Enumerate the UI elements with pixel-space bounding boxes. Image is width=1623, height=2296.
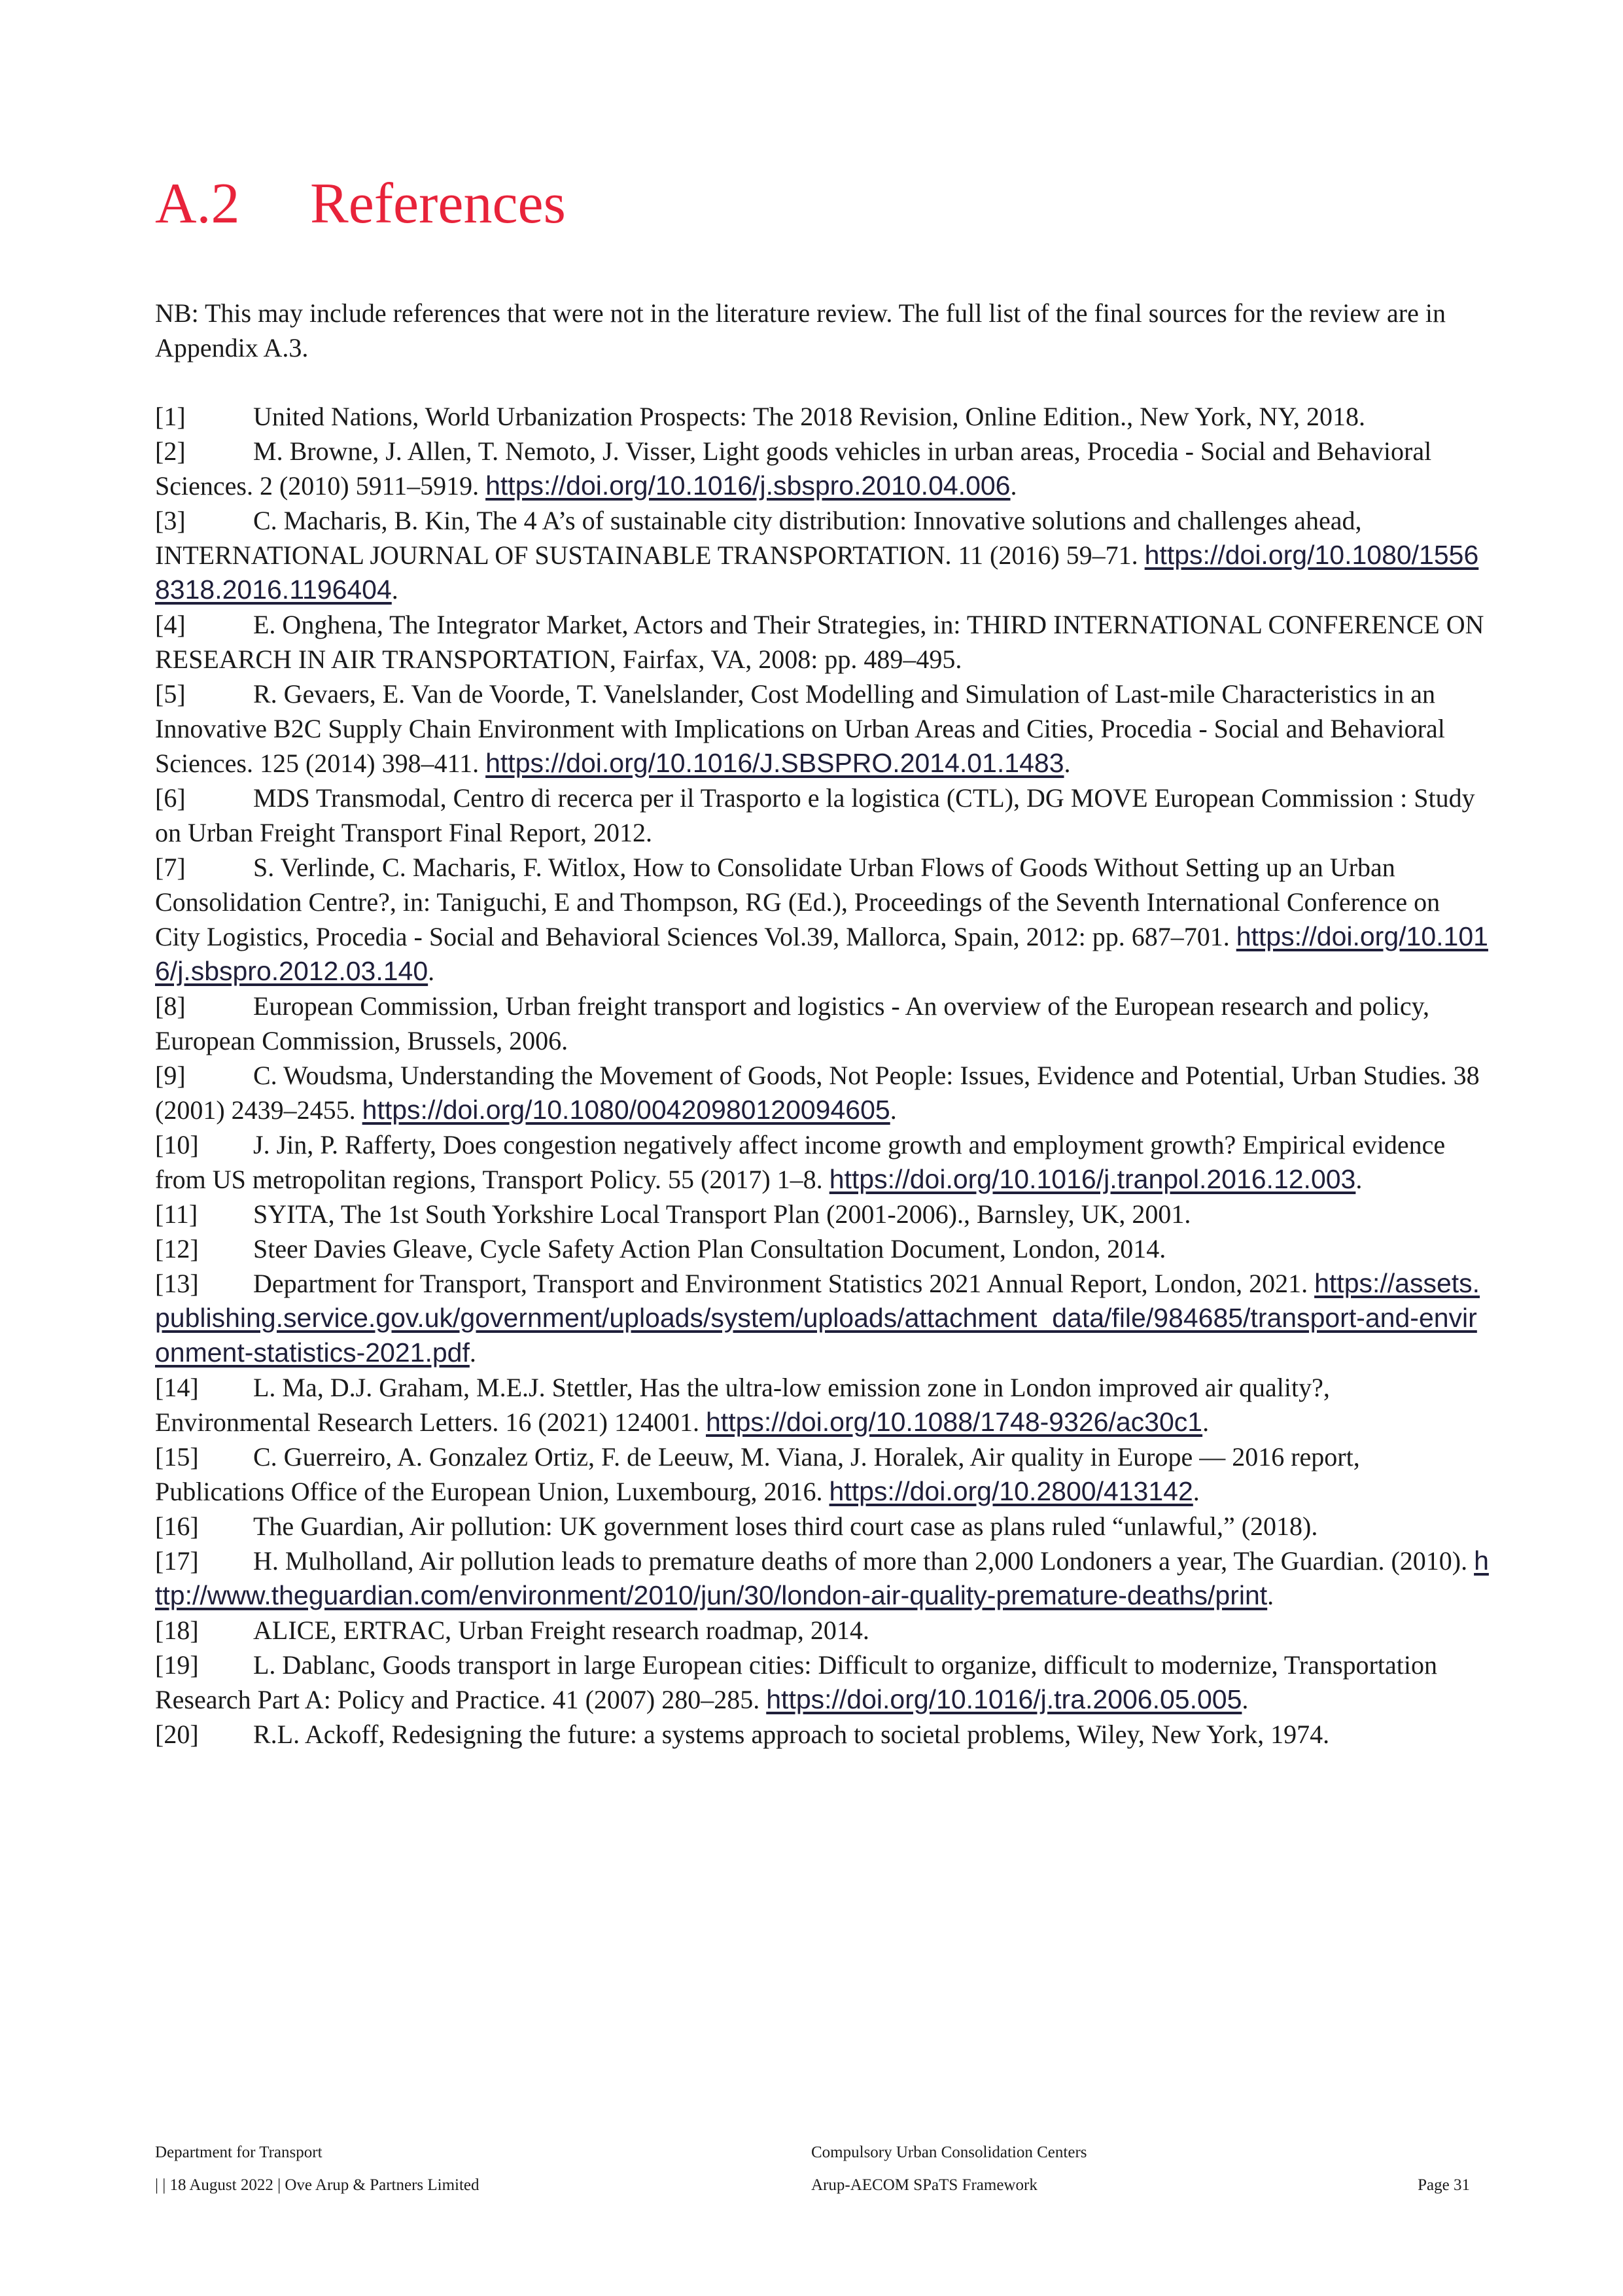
reference-text: H. Mulholland, Air pollution leads to premature deaths of more than 2,000 Londoners a year, The Guardian. (2010). — [253, 1546, 1475, 1576]
reference-item — [155, 1058, 1490, 1127]
reference-item — [155, 399, 1490, 434]
reference-number: [4] — [155, 610, 186, 639]
reference-tail: . — [1242, 1685, 1249, 1714]
reference-link[interactable]: https://assets.publishing.service.gov.uk/government/uploads/system/uploads/attachment_data/file/984685/transport-and-environment-statistics-2021.pdf — [155, 1268, 1480, 1368]
reference-number: [6] — [155, 783, 186, 813]
reference-item — [155, 1266, 1490, 1370]
reference-text: L. Ma, D.J. Graham, M.E.J. Stettler, Has the ultra-low emission zone in London improved air quality?, Environmental Research Letters. 16 (2021) 124001. — [155, 1373, 1330, 1437]
reference-item — [155, 1717, 1490, 1752]
reference-text: C. Guerreiro, A. Gonzalez Ortiz, F. de Leeuw, M. Viana, J. Horalek, Air quality in Europe — 2016 report, Publications Office of the European Union, Luxembourg, 2016. — [155, 1442, 1360, 1506]
reference-tail: . — [890, 1095, 897, 1125]
reference-text: R.L. Ackoff, Redesigning the future: a systems approach to societal problems, Wiley, New York, 1974. — [253, 1720, 1330, 1749]
reference-item — [155, 1231, 1490, 1266]
footer-framework: Arup-AECOM SPaTS Framework — [811, 2176, 1038, 2194]
reference-item — [155, 1509, 1490, 1544]
reference-text: E. Onghena, The Integrator Market, Actors and Their Strategies, in: THIRD INTERNATIONAL CONFERENCE ON RESEARCH IN AIR TRANSPORTATION, Fairfax, VA, 2008: pp. 489–495. — [155, 610, 1484, 674]
reference-link[interactable]: https://doi.org/10.1088/1748-9326/ac30c1 — [706, 1407, 1203, 1437]
reference-tail: . — [1267, 1581, 1274, 1610]
reference-text: The Guardian, Air pollution: UK government loses third court case as plans ruled “unlawful,” (2018). — [253, 1511, 1318, 1541]
footer-page-number: Page 31 — [1418, 2176, 1470, 2194]
reference-text: L. Dablanc, Goods transport in large European cities: Difficult to organize, difficult to modernize, Transportation Research Part A: Policy and Practice. 41 (2007) 280–285. — [155, 1650, 1437, 1714]
reference-item — [155, 677, 1490, 781]
reference-item — [155, 503, 1490, 607]
reference-link[interactable]: https://doi.org/10.1016/j.sbspro.2012.03.140 — [155, 921, 1488, 986]
reference-item — [155, 1544, 1490, 1613]
reference-item — [155, 434, 1490, 503]
reference-tail: . — [1010, 471, 1017, 501]
reference-link[interactable]: https://doi.org/10.1016/j.tranpol.2016.12.003 — [829, 1164, 1356, 1194]
reference-link[interactable]: https://doi.org/10.1016/j.tra.2006.05.005 — [766, 1684, 1242, 1714]
reference-item — [155, 1648, 1490, 1717]
reference-number: [20] — [155, 1720, 199, 1749]
reference-number: [18] — [155, 1616, 199, 1645]
reference-tail: . — [1355, 1165, 1363, 1194]
reference-number: [5] — [155, 679, 186, 709]
reference-tail: . — [428, 957, 435, 986]
reference-number: [14] — [155, 1373, 199, 1402]
reference-number: [15] — [155, 1442, 199, 1472]
footer-client: Department for Transport — [155, 2144, 323, 2161]
reference-number: [13] — [155, 1269, 199, 1298]
reference-number: [12] — [155, 1234, 199, 1263]
reference-text: SYITA, The 1st South Yorkshire Local Transport Plan (2001-2006)., Barnsley, UK, 2001. — [253, 1199, 1191, 1229]
reference-number: [3] — [155, 506, 186, 535]
reference-link[interactable]: https://doi.org/10.1016/j.sbspro.2010.04.006 — [485, 470, 1011, 501]
section-number: A.2 — [155, 172, 240, 236]
reference-text: S. Verlinde, C. Macharis, F. Witlox, How to Consolidate Urban Flows of Goods Without Setting up an Urban Consolidation Centre?, in: Taniguchi, E and Thompson, RG (Ed.), Proceedings of the Seventh International Conference on City Logistics, Procedia - Social and Behavioral Sciences Vol.39, Mallorca, Spain, 2012: pp. 687–701. — [155, 853, 1440, 951]
reference-item — [155, 607, 1490, 677]
reference-link[interactable]: https://doi.org/10.1080/15568318.2016.1196404 — [155, 540, 1479, 605]
reference-number: [9] — [155, 1061, 186, 1090]
footer-project: Compulsory Urban Consolidation Centers — [811, 2144, 1087, 2161]
reference-tail: . — [469, 1338, 476, 1368]
reference-number: [2] — [155, 436, 186, 466]
reference-text: United Nations, World Urbanization Prospects: The 2018 Revision, Online Edition., New York, NY, 2018. — [253, 402, 1365, 431]
reference-tail: . — [1202, 1407, 1210, 1437]
reference-item — [155, 1370, 1490, 1439]
reference-text: Steer Davies Gleave, Cycle Safety Action Plan Consultation Document, London, 2014. — [253, 1234, 1166, 1263]
reference-link[interactable]: http://www.theguardian.com/environment/2010/jun/30/london-air-quality-premature-deaths/print — [155, 1545, 1489, 1610]
reference-tail: . — [1064, 749, 1071, 778]
reference-tail: . — [1193, 1477, 1200, 1506]
reference-text: European Commission, Urban freight transport and logistics - An overview of the European research and policy, European Commission, Brussels, 2006. — [155, 991, 1430, 1055]
reference-number: [7] — [155, 853, 186, 882]
reference-link[interactable]: https://doi.org/10.1016/J.SBSPRO.2014.01.1483 — [485, 748, 1064, 778]
reference-number: [8] — [155, 991, 186, 1021]
reference-list — [155, 399, 1490, 1752]
reference-number: [17] — [155, 1546, 199, 1576]
reference-number: [16] — [155, 1511, 199, 1541]
reference-text: J. Jin, P. Rafferty, Does congestion negatively affect income growth and employment growth? Empirical evidence from US metropolitan regions, Transport Policy. 55 (2017) 1–8. — [155, 1130, 1446, 1194]
reference-text: C. Macharis, B. Kin, The 4 A’s of sustainable city distribution: Innovative solutions and challenges ahead, INTERNATIONAL JOURNAL OF SUSTAINABLE TRANSPORTATION. 11 (2016) 59–71. — [155, 506, 1362, 570]
reference-number: [10] — [155, 1130, 199, 1159]
reference-number: [1] — [155, 402, 186, 431]
reference-item — [155, 989, 1490, 1058]
reference-text: MDS Transmodal, Centro di recerca per il Trasporto e la logistica (CTL), DG MOVE European Commission : Study on Urban Freight Transport Final Report, 2012. — [155, 783, 1475, 847]
footer-meta: | | 18 August 2022 | Ove Arup & Partners Limited — [155, 2176, 480, 2194]
reference-item — [155, 1197, 1490, 1231]
reference-text: ALICE, ERTRAC, Urban Freight research roadmap, 2014. — [253, 1616, 869, 1645]
references-note: NB: This may include references that were not in the literature review. The full list of the final sources for the review are in Appendix A.3. — [155, 298, 1446, 362]
reference-number: [11] — [155, 1199, 198, 1229]
reference-link[interactable]: https://doi.org/10.1080/00420980120094605 — [362, 1095, 890, 1125]
section-heading — [155, 171, 566, 237]
section-title: References — [310, 172, 566, 236]
reference-item — [155, 781, 1490, 850]
reference-text: Department for Transport, Transport and Environment Statistics 2021 Annual Report, London, 2021. — [253, 1269, 1315, 1298]
reference-tail: . — [391, 575, 398, 605]
reference-item — [155, 1613, 1490, 1648]
reference-item — [155, 1439, 1490, 1509]
reference-text: M. Browne, J. Allen, T. Nemoto, J. Visser, Light goods vehicles in urban areas, Procedia - Social and Behavioral Sciences. 2 (2010) 5911–5919. — [155, 436, 1432, 501]
reference-text: R. Gevaers, E. Van de Voorde, T. Vanelslander, Cost Modelling and Simulation of Last-mile Characteristics in an Innovative B2C Supply Chain Environment with Implications on Urban Areas and Cities, Procedia - Social and Behavioral Sciences. 125 (2014) 398–411. — [155, 679, 1445, 778]
reference-item — [155, 1127, 1490, 1197]
reference-text: C. Woudsma, Understanding the Movement of Goods, Not People: Issues, Evidence and Potential, Urban Studies. 38 (2001) 2439–2455. — [155, 1061, 1480, 1125]
reference-number: [19] — [155, 1650, 199, 1680]
reference-link[interactable]: https://doi.org/10.2800/413142 — [829, 1476, 1193, 1506]
reference-item — [155, 850, 1490, 989]
